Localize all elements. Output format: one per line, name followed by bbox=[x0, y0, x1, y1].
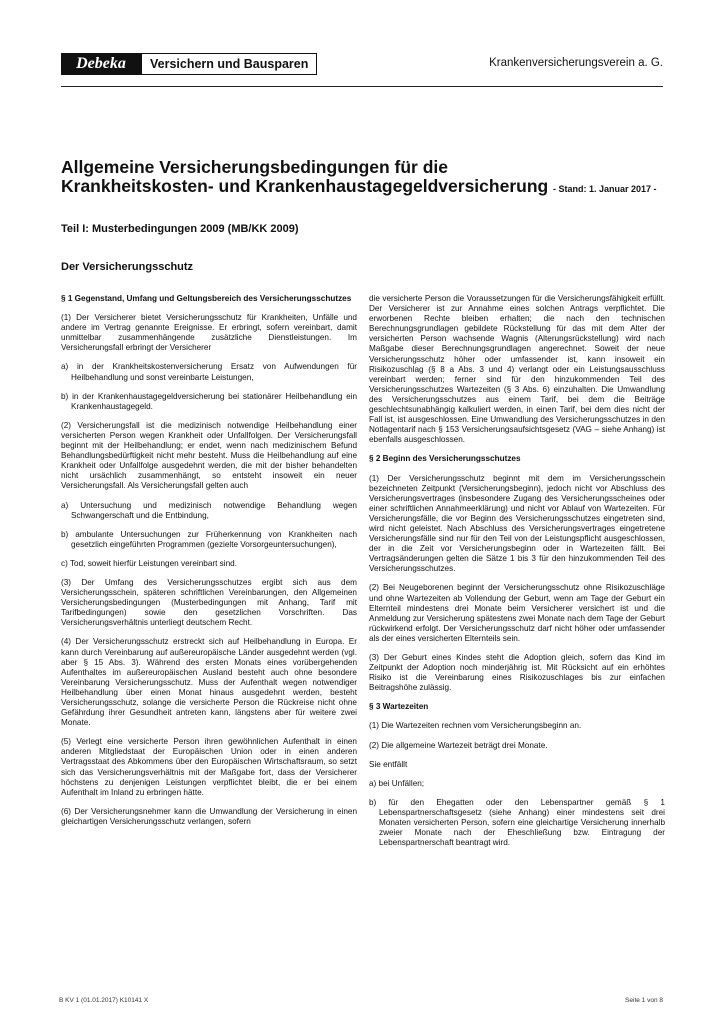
document-title bbox=[61, 158, 621, 196]
company-tagline: Versichern und Bausparen bbox=[141, 53, 317, 75]
paragraph: (1) Der Versicherer bietet Versicherungsschutz für Krankheiten, Unfälle und andere im Vertrag genannte Ereignisse. Er erbringt, sofern vereinbart, damit unmittelbar zusammenhängende zusätzliche Dienstleistungen. Im Versicherungsfall erbringt der Versicherer bbox=[61, 313, 357, 353]
paragraph: (2) Die allgemeine Wartezeit beträgt drei Monate. bbox=[369, 740, 548, 750]
list-item: b) ambulante Untersuchungen zur Früherkennung von Krankheiten nach gesetzlich eingeführten Programmen (gezielte Vorsorgeuntersuchungen), bbox=[61, 529, 357, 549]
page-number: Seite 1 von 8 bbox=[625, 997, 663, 1004]
part-title: Teil I: Musterbedingungen 2009 (MB/KK 2009) bbox=[61, 223, 299, 235]
list-item: b) in der Krankenhaustagegeldversicherung bei stationärer Heilbehandlung ein Krankenhaustagegeld. bbox=[61, 391, 357, 411]
right-text-column bbox=[369, 294, 665, 857]
list-item: b) für den Ehegatten oder den Lebenspartner gemäß § 1 Lebenspartnerschaftsgesetz (siehe Anhang) einer mindestens seit drei Monaten versicherten Person, sofern eine gleichartige Versicherung innerhalb zweier Monate nach der Eheschließung bzw. Eintragung der Lebenspartnerschaft beantragt wird. bbox=[369, 797, 665, 848]
stand-date: - Stand: 1. Januar 2017 - bbox=[553, 184, 657, 194]
paragraph: (3) Der Geburt eines Kindes steht die Adoption gleich, sofern das Kind im Zeitpunkt der Adoption noch minderjährig ist. Mit Rücksicht auf ein erhöhtes Risiko ist die Vereinbarung eines Risikozuschlages bis zur einfachen Beitragshöhe zulässig. bbox=[369, 653, 665, 693]
paragraph-heading: § 1 Gegenstand, Umfang und Geltungsbereich des Versicherungsschutzes bbox=[61, 294, 352, 303]
section-title: Der Versicherungsschutz bbox=[61, 261, 194, 273]
paragraph: (5) Verlegt eine versicherte Person ihren gewöhnlichen Aufenthalt in einen anderen Mitgliedstaat der Europäischen Union oder in einen anderen Vertragsstaat des Abkommens über den Europäischen Wirtschaftsraum, so setzt sich das Versicherungsverhältnis mit der Maßgabe fort, dass der Versicherer höchstens zu denjenigen Leistungen verpflichtet bleibt, die er bei einem Aufenthalt im Inland zu erbringen hätte. bbox=[61, 737, 357, 797]
paragraph: Sie entfällt bbox=[369, 759, 408, 769]
organization-name: Krankenversicherungsverein a. G. bbox=[489, 57, 663, 69]
paragraph: (6) Der Versicherungsnehmer kann die Umwandlung der Versicherung in einen gleichartigen Versicherungsschutz verlangen, sofern bbox=[61, 806, 357, 826]
document-code: B KV 1 (01.01.2017) K10141 X bbox=[59, 997, 149, 1004]
paragraph: (2) Versicherungsfall ist die medizinisch notwendige Heilbehandlung einer versicherten Person wegen Krankheit oder Unfallfolgen. Der Versicherungsfall beginnt mit der Heilbehandlung; er endet, wenn nach medizinischem Befund Behandlungsbedürftigkeit nicht mehr besteht. Muss die Heilbehandlung auf eine Krankheit oder Unfallfolge ausgedehnt werden, die mit der bisher behandelten nicht ursächlich zusammenhängt, so entsteht insoweit ein neuer Versicherungsfall. Als Versicherungsfall gelten auch bbox=[61, 420, 357, 491]
paragraph-heading: § 3 Wartezeiten bbox=[369, 702, 429, 712]
paragraph-heading: § 2 Beginn des Versicherungsschutzes bbox=[369, 454, 521, 464]
paragraph: (4) Der Versicherungsschutz erstreckt sich auf Heilbehandlung in Europa. Er kann durch Vereinbarung auf außereuropäische Länder ausgedehnt werden (vgl. aber § 15 Abs. 3). Während des ersten Monats eines vorübergehenden Aufenthaltes im außereuropäischen Ausland besteht auch ohne besondere Vereinbarung Versicherungsschutz. Muss der Aufenthalt wegen notwendiger Heilbehandlung über einen Monat hinaus ausgedehnt werden, besteht Versicherungsschutz, solange die versicherte Person die Rückreise nicht ohne Gefährdung ihrer Gesundheit antreten kann, längstens aber für weitere zwei Monate. bbox=[61, 637, 357, 728]
header-divider bbox=[61, 86, 663, 87]
list-item: a) Untersuchung und medizinisch notwendige Behandlung wegen Schwangerschaft und die Entbindung, bbox=[61, 500, 357, 520]
title-line-2: Krankheitskosten- und Krankenhaustagegeldversicherung bbox=[61, 176, 549, 196]
paragraph: (1) Der Versicherungsschutz beginnt mit dem im Versicherungsschein bezeichneten Zeitpunkt (Versicherungsbeginn), jedoch nicht vor Abschluss des Versicherungsvertrages (insbesondere Zugang des Versicherungsscheines oder einer schriftlichen Annahmeerklärung) und nicht vor Ablauf von Wartezeiten. Für Versicherungsfälle, die vor Beginn des Versicherungsschutzes eingetreten sind, wird nicht geleistet. Nach Abschluss des Versicherungsvertrages eingetretene Versicherungsfälle sind nur für den Teil von der Leistungspflicht ausgeschlossen, der in die Zeit vor Versicherungsbeginn oder in Wartezeiten fällt. Bei Vertragsänderungen gelten die Sätze 1 bis 3 für den hinzukommenden Teil des Versicherungsschutzes. bbox=[369, 473, 665, 574]
paragraph: die versicherte Person die Voraussetzungen für die Versicherungsfähigkeit erfüllt. Der Versicherer ist zur Annahme eines solchen Antrags verpflichtet. Die erworbenen Rechte bleiben erhalten; die nach den technischen Berechnungsgrundlagen gebildete Rückstellung für das mit dem Alter der versicherten Person wachsende Wagnis (Alterungsrückstellung) wird nach Maßgabe dieser Berechnungsgrundlagen angerechnet. Soweit der neue Versicherungsschutz höher oder umfassender ist, kann insoweit ein Risikozuschlag (§ 8 a Abs. 3 und 4) verlangt oder ein Leistungsausschluss vereinbart werden; ferner sind für den hinzukommenden Teil des Versicherungsschutzes Wartezeiten (§ 3 Abs. 6) einzuhalten. Die Umwandlung des Versicherungsschutzes aus einem Tarif, bei dem die Beiträge geschlechtsunabhängig kalkuliert werden, in einen Tarif, bei dem dies nicht der Fall ist, ist ausgeschlossen. Eine Umwandlung des Versicherungsschutzes in den Notlagentarif nach § 153 Versicherungsaufsichtsgesetz (VAG – siehe Anhang) ist ebenfalls ausgeschlossen. bbox=[369, 294, 665, 445]
left-text-column bbox=[61, 294, 357, 836]
title-line-1: Allgemeine Versicherungsbedingungen für die bbox=[61, 157, 449, 177]
page-header bbox=[61, 53, 663, 83]
company-logo: Debeka bbox=[61, 53, 141, 75]
paragraph: (1) Die Wartezeiten rechnen vom Versicherungsbeginn an. bbox=[369, 721, 582, 731]
list-item: c) Tod, soweit hierfür Leistungen vereinbart sind. bbox=[61, 558, 237, 568]
paragraph: (2) Bei Neugeborenen beginnt der Versicherungsschutz ohne Risikozuschläge und ohne Wartezeiten ab Vollendung der Geburt, wenn am Tage der Geburt ein Elternteil mindestens drei Monate beim Versicherer versichert ist und die Anmeldung zur Versicherung spätestens zwei Monate nach dem Tage der Geburt rückwirkend erfolgt. Der Versicherungsschutz darf nicht höher oder umfassender als der eines versicherten Elternteils sein. bbox=[369, 583, 665, 643]
list-item: a) in der Krankheitskostenversicherung Ersatz von Aufwendungen für Heilbehandlung und sonst vereinbarte Leistungen, bbox=[61, 362, 357, 382]
list-item: a) bei Unfällen; bbox=[369, 778, 425, 788]
paragraph: (3) Der Umfang des Versicherungsschutzes ergibt sich aus dem Versicherungsschein, späteren schriftlichen Vereinbarungen, den Allgemeinen Versicherungsbedingungen (Musterbedingungen mit Anhang, Tarif mit Tarifbedingungen) sowie den gesetzlichen Vorschriften. Das Versicherungsverhältnis unterliegt deutschem Recht. bbox=[61, 577, 357, 628]
